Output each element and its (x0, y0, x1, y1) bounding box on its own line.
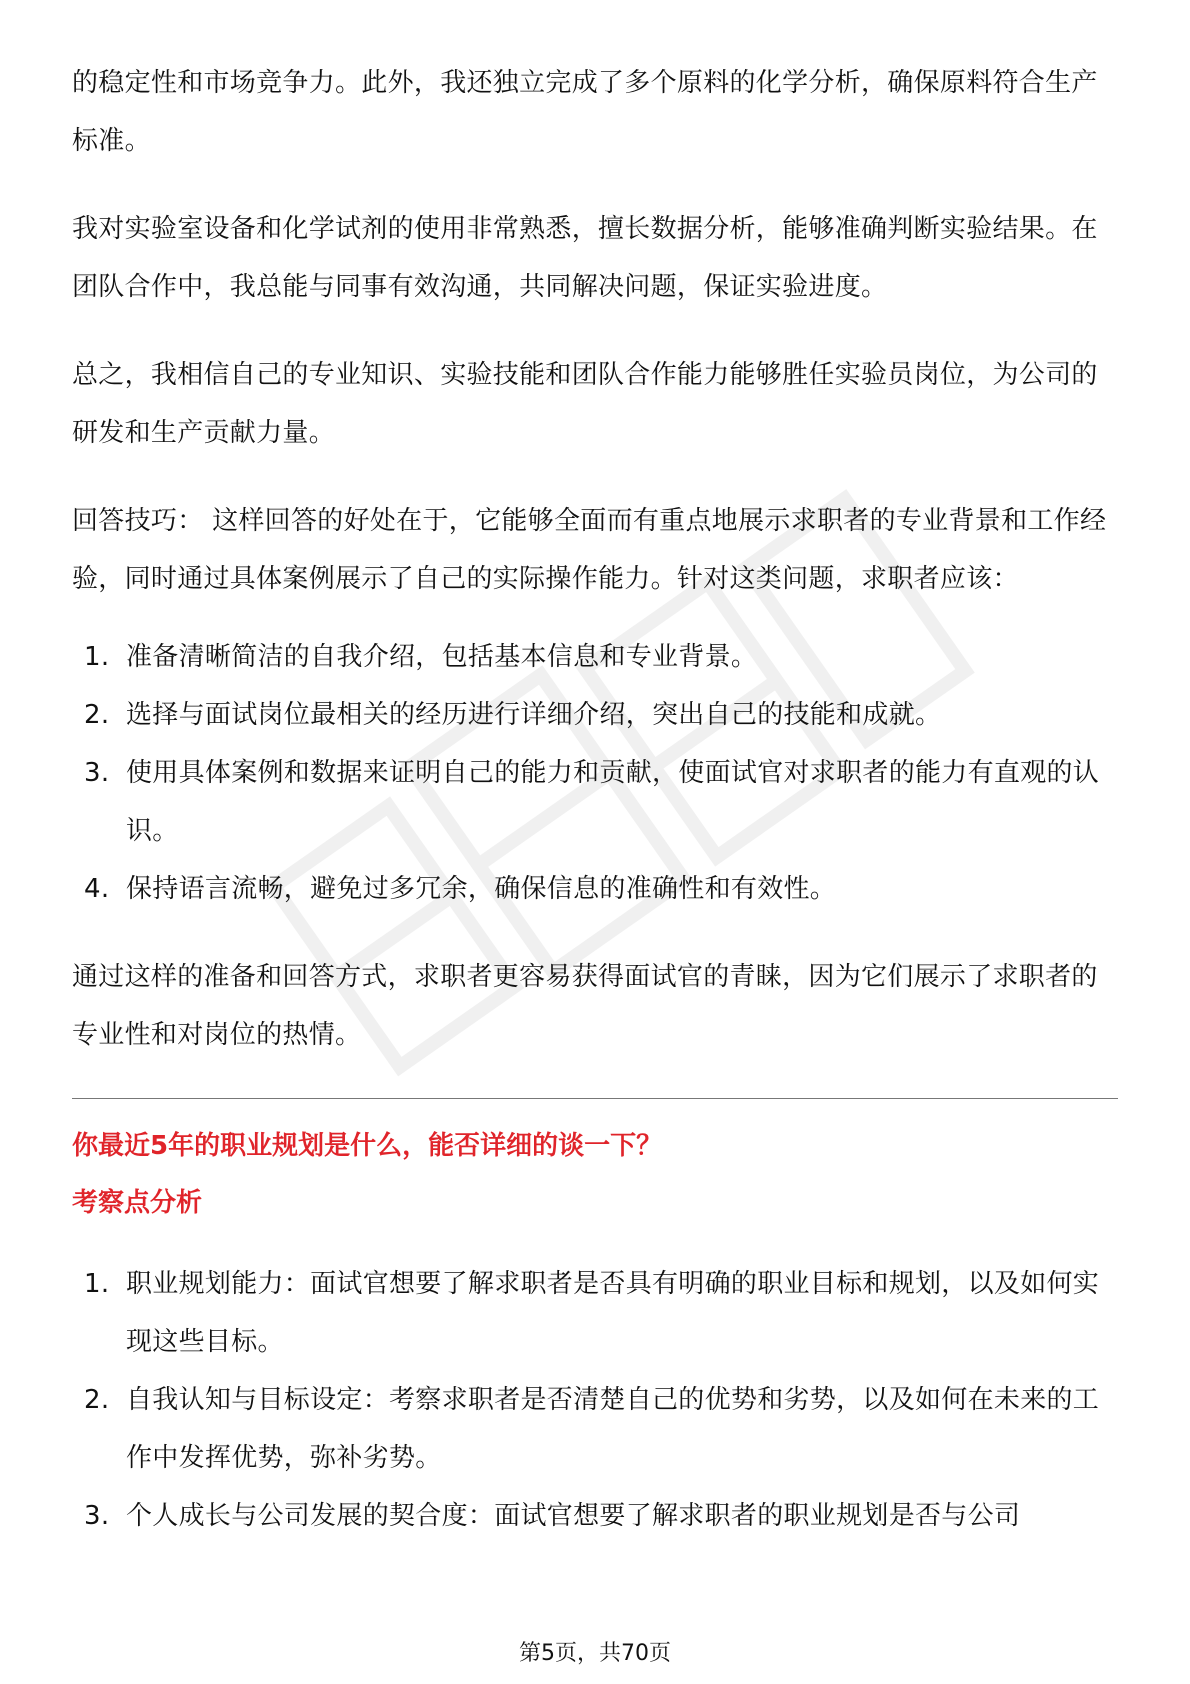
list-number: 1. (84, 1269, 110, 1299)
list-item (72, 1487, 1118, 1545)
list-number: 3. (84, 1501, 110, 1531)
section-divider (72, 1098, 1118, 1099)
list-item (72, 860, 1118, 918)
list-number: 4. (84, 874, 110, 904)
list-item (72, 628, 1118, 686)
list-number: 2. (84, 1385, 110, 1415)
list-number: 2. (84, 700, 110, 730)
tips-list (72, 628, 1118, 918)
list-item (72, 744, 1118, 860)
list-text: 使用具体案例和数据来证明自己的能力和贡献，使面试官对求职者的能力有直观的认识。 (126, 758, 1100, 846)
analysis-heading: 考察点分析 (72, 1188, 203, 1218)
page-footer: 第5页，共70页 (519, 1641, 671, 1666)
paragraph-summary: 总之，我相信自己的专业知识、实验技能和团队合作能力能够胜任实验员岗位，为公司的研发和生产贡献力量。 (72, 360, 1098, 448)
list-item (72, 1371, 1118, 1487)
list-text: 保持语言流畅，避免过多冗余，确保信息的准确性和有效性。 (126, 874, 837, 904)
content-area (72, 54, 1118, 1545)
question-title: 你最近5年的职业规划是什么，能否详细的谈一下？ (72, 1131, 663, 1161)
list-item (72, 1255, 1118, 1371)
list-text: 个人成长与公司发展的契合度：面试官想要了解求职者的职业规划是否与公司 (126, 1501, 1021, 1531)
paragraph-skills: 我对实验室设备和化学试剂的使用非常熟悉，擅长数据分析，能够准确判断实验结果。在团队合作中，我总能与同事有效沟通，共同解决问题，保证实验进度。 (72, 214, 1098, 302)
list-text: 自我认知与目标设定：考察求职者是否清楚自己的优势和劣势，以及如何在未来的工作中发挥优势，弥补劣势。 (126, 1385, 1100, 1473)
paragraph-answer-tips: 回答技巧： 这样回答的好处在于，它能够全面而有重点地展示求职者的专业背景和工作经验，同时通过具体案例展示了自己的实际操作能力。针对这类问题，求职者应该： (72, 506, 1107, 594)
list-text: 选择与面试岗位最相关的经历进行详细介绍，突出自己的技能和成就。 (126, 700, 942, 730)
analysis-list (72, 1255, 1118, 1545)
list-text: 准备清晰简洁的自我介绍，包括基本信息和专业背景。 (126, 642, 758, 672)
list-text: 职业规划能力：面试官想要了解求职者是否具有明确的职业目标和规划，以及如何实现这些目标。 (126, 1269, 1100, 1357)
paragraph-closing: 通过这样的准备和回答方式，求职者更容易获得面试官的青睐，因为它们展示了求职者的专业性和对岗位的热情。 (72, 962, 1098, 1050)
list-item (72, 686, 1118, 744)
list-number: 3. (84, 758, 110, 788)
paragraph-continued: 的稳定性和市场竞争力。此外，我还独立完成了多个原料的化学分析，确保原料符合生产标准。 (72, 68, 1098, 156)
list-number: 1. (84, 642, 110, 672)
